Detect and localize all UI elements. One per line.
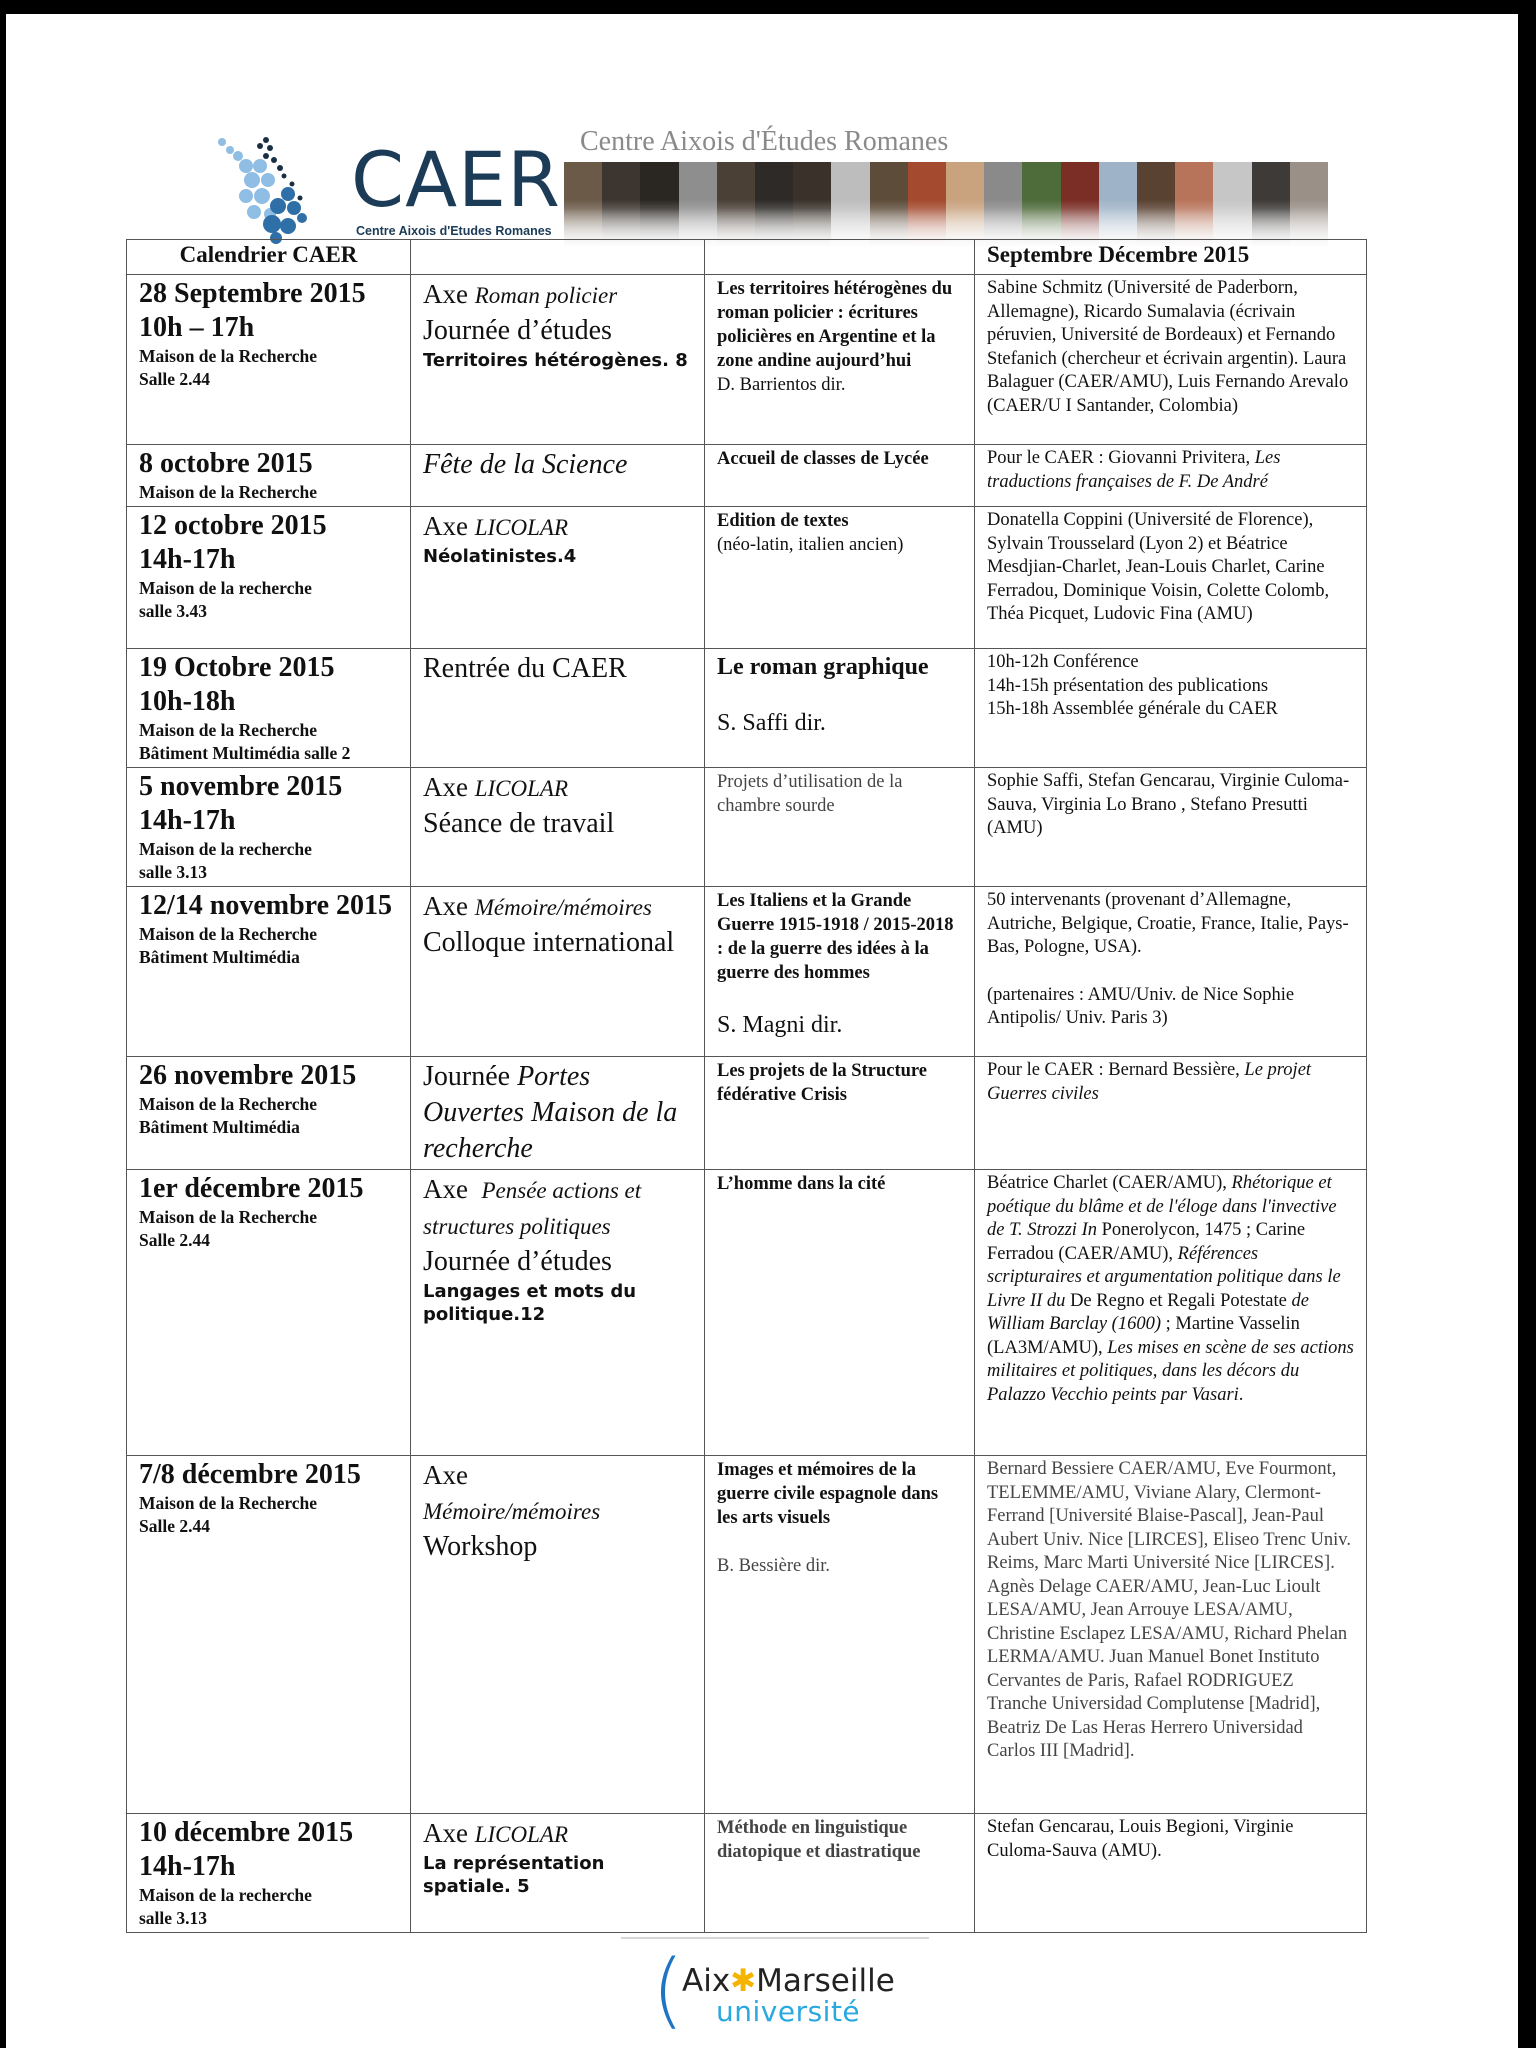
axis-name: LICOLAR [474, 776, 569, 801]
participants-italic: Références scripturaires et argumentation politique dans le Livre II du [987, 1243, 1341, 1311]
participants-text: . [1238, 1384, 1244, 1405]
date-cell [127, 1057, 411, 1170]
event-time: 14h-17h [139, 544, 236, 575]
participants-cell [975, 275, 1367, 445]
portrait-thumbnail [1022, 162, 1060, 246]
participants-italic: Les traductions françaises de F. De André [987, 448, 1281, 492]
participants-cell [975, 507, 1367, 649]
table-row [127, 768, 1367, 887]
table-row [127, 445, 1367, 507]
axis-name: LICOLAR [474, 1822, 569, 1847]
event-participants: Bernard Bessiere CAER/AMU, Eve Fourmont, TELEMME/AMU, Viviane Alary, Clermont-Ferrand [Université Blaise-Pascal], Jean-Paul Aubert Univ. Nice [LIRCES], Eliseo Trenc Univ. Reims, Marc Marti Université Nice [LIRCES]. Agnès Delage CAER/AMU, Jean-Luc Lioult LESA/AMU, Jean Arrouye LESA/AMU, Christine Esclapez LESA/AMU, Richard Phelan LERMA/AMU. Juan Manuel Bonet Instituto Cervantes de Paris, Rafael RODRIGUEZ Tranche Universidad Complutense [Madrid], Beatriz De Las Heras Herrero Universidad Carlos III [Madrid]. [987, 1459, 1351, 1761]
event-activity: Séance de travail [423, 808, 615, 839]
event-axis [423, 770, 692, 806]
event-topic: Images et mémoires de la guerre civile espagnole dans les arts visuels [717, 1460, 939, 1528]
header-empty-3 [705, 240, 975, 275]
axis-name: Mémoire/mémoires [423, 1499, 601, 1524]
spacer [717, 1530, 962, 1554]
portrait-thumbnail [946, 162, 984, 246]
event-topic-note: (néo-latin, italien ancien) [717, 535, 904, 555]
participants-cell [975, 1456, 1367, 1814]
event-room: salle 3.13 [139, 862, 208, 882]
event-time: 14h-17h [139, 1851, 236, 1882]
caer-logo-subtitle: Centre Aixois d'Etudes Romanes [356, 224, 552, 238]
event-date: 10 décembre 2015 [139, 1817, 354, 1848]
calendar-table [126, 239, 1367, 1933]
event-place: Maison de la recherche [139, 839, 312, 859]
caer-logo-text: CAER [351, 135, 561, 224]
participants-cell [975, 1814, 1367, 1933]
portrait-thumbnail [1137, 162, 1175, 246]
event-director: D. Barrientos dir. [717, 375, 846, 395]
event-place: Maison de la Recherche [139, 720, 318, 740]
axis-cell [411, 887, 705, 1057]
event-subtitle: Néolatinistes.4 [423, 546, 577, 567]
event-room: Bâtiment Multimédia salle 2 [139, 743, 351, 763]
date-cell [127, 275, 411, 445]
participants-cell [975, 887, 1367, 1057]
event-topic: Les territoires hétérogènes du roman policier : écritures policières en Argentine et la zone andine aujourd’hui [717, 279, 953, 371]
event-activity: Rentrée du CAER [423, 653, 627, 684]
topic-cell [705, 887, 975, 1057]
axis-name: Pensée actions et structures politiques [423, 1178, 642, 1239]
participants-text: Béatrice Charlet (CAER/AMU), [987, 1173, 1232, 1193]
axis-prefix: Axe [423, 891, 468, 921]
event-activity: Workshop [423, 1531, 538, 1562]
event-room: Salle 2.44 [139, 1516, 210, 1536]
event-participants: Sabine Schmitz (Université de Paderborn, Allemagne), Ricardo Sumalavia (écrivain péruvien, Université de Bordeaux) et Fernando Stefanich (chercheur et écrivain argentin). Laura Balaguer (CAER/AMU), Luis Fernando Arevalo (CAER/U I Santander, Colombia) [987, 278, 1349, 416]
topic-cell [705, 507, 975, 649]
schedule-item: 14h-15h présentation des publications [987, 675, 1269, 696]
portrait-thumbnail [1099, 162, 1137, 246]
event-participants: Stefan Gencarau, Louis Begioni, Virginie Culoma-Sauva (AMU). [987, 1817, 1294, 1861]
event-axis [423, 509, 692, 545]
participants-cell [975, 445, 1367, 507]
portrait-thumbnail [717, 162, 755, 246]
axis-cell [411, 507, 705, 649]
event-place: Maison de la Recherche [139, 1493, 318, 1513]
table-row [127, 1170, 1367, 1456]
event-partners: (partenaires : AMU/Univ. de Nice Sophie Antipolis/ Univ. Paris 3) [987, 984, 1295, 1028]
event-place: Maison de la Recherche [139, 346, 318, 366]
table-row [127, 1456, 1367, 1814]
event-topic: Les projets de la Structure fédérative Crisis [717, 1061, 927, 1105]
spacer [987, 960, 1354, 984]
portrait-thumbnail [908, 162, 946, 246]
event-subtitle: Territoires hétérogènes. 8 [423, 350, 688, 371]
event-place: Maison de la Recherche [139, 1207, 318, 1227]
event-axis [423, 1172, 692, 1244]
axis-prefix: Axe [423, 1174, 468, 1204]
event-subtitle: Langages et mots du politique.12 [423, 1281, 637, 1325]
event-date: 1er décembre 2015 [139, 1173, 364, 1204]
header-calendar-title: Calendrier CAER [127, 240, 411, 275]
event-axis-prefix: Axe [423, 1460, 468, 1490]
participants-italic: de William Barclay (1600) [987, 1290, 1309, 1334]
portrait-thumbnail [1213, 162, 1251, 246]
event-date: 7/8 décembre 2015 [139, 1459, 361, 1490]
event-topic: Edition de textes [717, 511, 849, 531]
portrait-thumbnail [1290, 162, 1328, 246]
event-room: Salle 2.44 [139, 369, 210, 389]
table-header-row [127, 240, 1367, 275]
event-place: Maison de la Recherche [139, 1094, 318, 1114]
event-topic: Le roman graphique [717, 654, 929, 680]
event-date: 19 Octobre 2015 [139, 652, 335, 683]
topic-cell [705, 275, 975, 445]
event-room: Bâtiment Multimédia [139, 947, 300, 967]
logo-wordmark [682, 1963, 895, 1999]
event-participants [987, 447, 1354, 494]
event-place: Maison de la Recherche [139, 924, 318, 944]
topic-cell [705, 1057, 975, 1170]
event-room: salle 3.43 [139, 601, 208, 621]
event-activity: Journée d’études [423, 1246, 612, 1277]
event-axis [423, 277, 692, 313]
header-empty-2 [411, 240, 705, 275]
participants-italic: Le projet Guerres civiles [987, 1060, 1312, 1104]
axis-cell [411, 275, 705, 445]
date-cell [127, 507, 411, 649]
topic-cell [705, 768, 975, 887]
portrait-thumbnail [984, 162, 1022, 246]
event-activity: Colloque international [423, 927, 675, 958]
participants-cell [975, 768, 1367, 887]
event-participants: 50 intervenants (provenant d’Allemagne, Autriche, Belgique, Croatie, France, Italie, Pays-Bas, Pologne, USA). [987, 890, 1349, 957]
event-participants: Sophie Saffi, Stefan Gencarau, Virginie Culoma-Sauva, Virginia Lo Brano , Stefano Presutti (AMU) [987, 771, 1350, 838]
axis-name: Mémoire/mémoires [474, 895, 652, 920]
date-cell [127, 887, 411, 1057]
event-subtitle: La représentation spatiale. 5 [423, 1853, 605, 1897]
participants-cell [975, 649, 1367, 768]
participants-text: De Regno et Regali Potestate [1070, 1290, 1292, 1311]
date-cell [127, 1814, 411, 1933]
date-cell [127, 649, 411, 768]
participants-text: ; Martine Vasselin (LA3M/AMU), [987, 1314, 1300, 1358]
participants-text: Ponerolycon, 1475 ; Carine Ferradou (CAER/AMU), [987, 1220, 1306, 1264]
event-axis [423, 889, 692, 925]
axis-cell [411, 1814, 705, 1933]
banner-title: Centre Aixois d'Études Romanes [580, 126, 949, 157]
topic-cell [705, 649, 975, 768]
topic-cell [705, 445, 975, 507]
event-date: 8 octobre 2015 [139, 448, 313, 479]
event-date: 12 octobre 2015 [139, 510, 327, 541]
event-activity [423, 447, 692, 483]
event-topic: Méthode en linguistique diatopique et diastratique [717, 1818, 921, 1862]
event-topic: L’homme dans la cité [717, 1174, 886, 1194]
logo-marseille: Marseille [756, 1963, 895, 1999]
event-time: 10h-18h [139, 686, 236, 717]
footer-divider [621, 1937, 929, 1939]
topic-cell [705, 1814, 975, 1933]
event-activity: Journée d’études [423, 315, 612, 346]
event-date: 26 novembre 2015 [139, 1060, 357, 1091]
event-place: Maison de la recherche [139, 1885, 312, 1905]
logo-universite: université [716, 1995, 861, 2028]
activity-italic: Fête de la Science [423, 449, 628, 480]
portrait-thumbnail [793, 162, 831, 246]
event-axis [423, 1493, 692, 1529]
event-participants [987, 1059, 1354, 1106]
event-room: Bâtiment Multimédia [139, 1117, 300, 1137]
axis-cell [411, 445, 705, 507]
table-row [127, 1814, 1367, 1933]
header-period: Septembre Décembre 2015 [975, 240, 1367, 275]
participants-cell [975, 1170, 1367, 1456]
event-date: 28 Septembre 2015 [139, 278, 366, 309]
axis-cell [411, 649, 705, 768]
event-topic: Les Italiens et la Grande Guerre 1915-1918 / 2015-2018 : de la guerre des idées à la guerre des hommes [717, 891, 954, 983]
document-page [6, 14, 1518, 2048]
event-activity [423, 1059, 692, 1167]
event-time: 10h – 17h [139, 312, 255, 343]
table-row [127, 1057, 1367, 1170]
date-cell [127, 445, 411, 507]
event-date: 5 novembre 2015 [139, 771, 343, 802]
activity-text: Journée [423, 1061, 511, 1092]
event-participants [987, 1172, 1354, 1407]
topic-cell [705, 1170, 975, 1456]
table-row [127, 507, 1367, 649]
axis-cell [411, 768, 705, 887]
axis-cell [411, 1057, 705, 1170]
date-cell [127, 1456, 411, 1814]
portrait-thumbnail [640, 162, 678, 246]
event-participants: Donatella Coppini (Université de Florence), Sylvain Trousselard (Lyon 2) et Béatrice Mesdjian-Charlet, Jean-Louis Charlet, Carine Ferradou, Dominique Voisin, Colette Colomb, Théa Picquet, Ludovic Fina (AMU) [987, 510, 1330, 624]
event-room: Salle 2.44 [139, 1230, 210, 1250]
event-axis [423, 1816, 692, 1852]
caer-hexagon-logo-icon [216, 136, 336, 244]
activity-italic: Portes Ouvertes Maison de la recherche [423, 1061, 678, 1164]
portrait-thumbnail [564, 162, 602, 246]
portrait-thumbnail [679, 162, 717, 246]
event-director: S. Saffi dir. [717, 710, 826, 736]
axis-prefix: Axe [423, 511, 468, 541]
axis-cell [411, 1456, 705, 1814]
aix-marseille-universite-logo [652, 1943, 912, 2048]
event-topic: Projets d’utilisation de la chambre sourde [717, 772, 903, 816]
date-cell [127, 768, 411, 887]
axis-name: LICOLAR [474, 515, 569, 540]
participants-cell [975, 1057, 1367, 1170]
logo-aix: Aix [682, 1963, 731, 1999]
event-director: B. Bessière dir. [717, 1556, 831, 1576]
participants-italic: Les mises en scène de ses actions militaires et politiques, dans les décors du Palazzo Vecchio peints par Vasari [987, 1337, 1354, 1405]
table-row [127, 887, 1367, 1057]
event-topic: Accueil de classes de Lycée [717, 449, 929, 469]
event-room: salle 3.13 [139, 1908, 208, 1928]
portrait-thumbnail [1252, 162, 1290, 246]
participants-text: Pour le CAER : Giovanni Privitera, [987, 448, 1251, 468]
schedule-item: 15h-18h Assemblée générale du CAER [987, 699, 1278, 719]
event-time: 14h-17h [139, 805, 236, 836]
participants-italic: Rhétorique et poétique du blâme et de l'éloge dans l'invective de T. Strozzi In [987, 1173, 1337, 1240]
logo-arc-icon: ( [652, 1943, 684, 2038]
date-cell [127, 1170, 411, 1456]
table-row [127, 275, 1367, 445]
topic-cell [705, 1456, 975, 1814]
participants-text: Pour le CAER : Bernard Bessière, [987, 1060, 1240, 1080]
caer-header-banner [216, 126, 1328, 248]
portrait-thumbnail [831, 162, 869, 246]
portrait-thumbnail [1061, 162, 1099, 246]
table-row [127, 649, 1367, 768]
schedule-item: 10h-12h Conférence [987, 652, 1139, 672]
event-date: 12/14 novembre 2015 [139, 890, 393, 921]
axis-prefix: Axe [423, 279, 468, 309]
spacer [717, 683, 962, 707]
axis-cell [411, 1170, 705, 1456]
axis-prefix: Axe [423, 1818, 468, 1848]
portrait-thumbnail [755, 162, 793, 246]
event-place: Maison de la recherche [139, 578, 312, 598]
axis-prefix: Axe [423, 772, 468, 802]
spacer [717, 985, 962, 1009]
portrait-strip-image [564, 162, 1328, 246]
event-place: Maison de la Recherche [139, 482, 318, 502]
portrait-thumbnail [1175, 162, 1213, 246]
portrait-thumbnail [602, 162, 640, 246]
axis-name: Roman policier [474, 283, 618, 308]
logo-star-icon: ✱ [730, 1963, 757, 1999]
portrait-thumbnail [870, 162, 908, 246]
event-director: S. Magni dir. [717, 1012, 843, 1038]
